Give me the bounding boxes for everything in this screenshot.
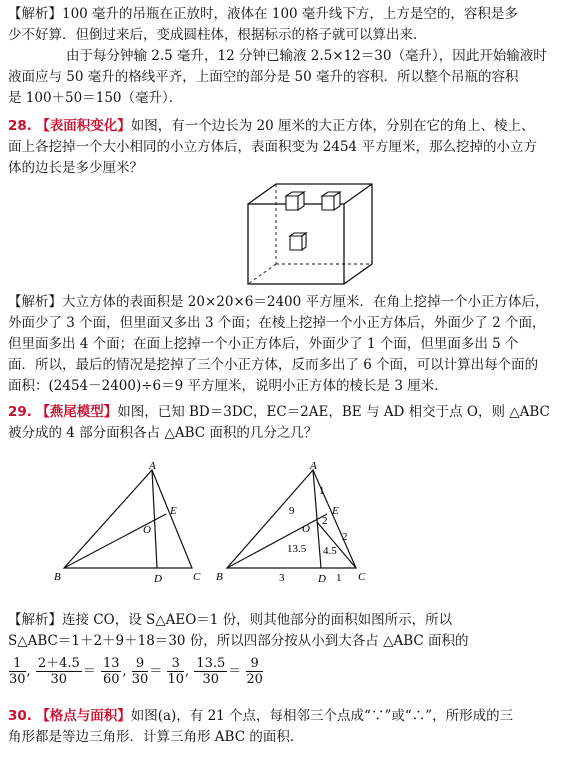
q28-tag: 【表面积变化】 [36,118,131,134]
area-9: 9 [289,505,295,517]
right-label-A: A [310,460,317,472]
q28-sol-4: 面．所以，最后的情况是挖掉了三个小正方体，反而多出了 6 个面，可以计算出每个面的 [8,357,539,373]
q30-question [8,706,578,748]
q28-line-3: 体的边长是多少厘米？ [8,160,143,176]
q27-line-2: 少不好算．但倒过来后，变成圆柱体，根据标示的格子就可以算出来． [8,27,427,43]
q28-number: 28. [8,118,32,134]
frac-6-num: 13.5 [196,656,226,671]
area-13-5: 13.5 [287,543,307,555]
left-label-D: D [154,573,162,585]
seg-3: 3 [279,572,285,584]
right-label-B: B [216,571,223,583]
seg-1: 1 [336,572,342,584]
frac-3-num: 13 [102,656,120,671]
left-label-E: E [170,505,177,517]
right-label-E: E [332,505,339,517]
q27-line-1: 【解析】100 毫升的吊瓶在正放时，液体在 100 毫升线下方，上方是空的，容积是多 [8,6,518,22]
frac-sep-1: , [26,664,31,679]
q30-line-2: 角形都是等边三角形．计算三角形 ABC 的面积． [8,729,304,745]
left-label-O: O [143,524,151,536]
frac-4-den: 30 [131,672,149,687]
frac-7-den: 20 [246,672,263,687]
q29-sol-1: 【解析】连接 CO，设 S△AEO＝1 份，则其他部分的面积如图所示，所以 [8,612,453,628]
left-label-C: C [193,571,201,583]
frac-6-den: 30 [202,672,220,687]
triangle-figures [50,460,370,588]
q29-solution [8,610,578,652]
frac-1-num: 1 [9,656,26,672]
q28-question [8,116,578,179]
q28-sol-2: 外面少了 3 个面，但里面又多出 3 个面；在棱上挖掉一个小正方体后，外面少了 2 个面， [8,315,546,331]
cube-figure [240,180,380,288]
q29-number: 29. [8,404,32,420]
q28-sol-5: 面积：(2454－2400)÷6＝9 平方厘米，说明小正方体的棱长是 3 厘米． [8,378,448,394]
edge-notch [286,192,304,210]
q27-solution [8,4,578,109]
q28-sol-1: 【解析】大立方体的表面积是 20×20×6＝2400 平方厘米．在角上挖掉一个小正方体后， [8,294,549,310]
left-label-B: B [54,571,61,583]
area-4-5: 4.5 [323,545,337,557]
q29-fractions [8,656,264,687]
q27-line-4: 液面应与 50 毫升的格线平齐，上面空的部分是 50 毫升的容积．所以整个吊瓶的容积 [8,69,519,85]
frac-sep-6: ＝ [228,664,242,679]
left-triangle [64,470,192,568]
frac-4-num: 9 [132,656,149,672]
q28-solution [8,292,578,397]
q30-tag: 【格点与面积】 [36,708,131,724]
frac-3-den: 60 [102,672,120,687]
frac-sep-5: , [185,664,190,679]
frac-5-den: 10 [167,672,185,687]
right-label-D: D [318,573,326,585]
area-2: 2 [322,515,328,527]
q28-sol-3: 但里面多出 4 个面；在面上挖掉一个小正方体后，外面少了 1 个面，但里面多出 5 个 [8,336,519,352]
q29-line-2: 被分成的 4 部分面积各占 △ABC 面积的几分之几？ [8,425,318,441]
q28-line-2: 面上各挖掉一个大小相同的小立方体后，表面积变为 2454 平方厘米，那么挖掉的小立方 [8,139,537,155]
area-1: 1 [319,485,325,497]
frac-2-den: 30 [50,672,68,687]
q27-line-3: 由于每分钟输 2.5 毫升，12 分钟已输液 2.5×12＝30（毫升），因此开始输液时 [66,48,547,64]
q27-line-5: 是 100＋50＝150（毫升）． [8,90,183,106]
frac-5-num: 3 [167,656,184,672]
q28-line-1: 如图，有一个边长为 20 厘米的大正方体，分别在它的角上、棱上、 [130,118,535,134]
right-label-O: O [302,523,310,535]
frac-2-num: 2＋4.5 [37,656,80,671]
area-2b: 2 [342,531,348,543]
frac-7-num: 9 [246,656,263,672]
frac-sep-2: ＝ [82,664,96,679]
left-label-A: A [149,460,156,472]
q29-question [8,402,578,444]
right-label-C: C [358,571,366,583]
q30-number: 30. [8,708,32,724]
face-notch [290,233,306,250]
q29-tag: 【燕尾模型】 [36,404,118,420]
q29-sol-2: S△ABC＝1＋2＋9＋18＝30 份，所以四部分按从小到大各占 △ABC 面积的 [8,633,469,649]
q30-line-1: 如图(a)，有 21 个点，每相邻三个点成“∵”或“∴”，所形成的三 [130,708,514,724]
frac-sep-4: ＝ [149,664,163,679]
frac-1-den: 30 [9,672,26,687]
q29-line-1: 如图，已知 BD＝3DC，EC＝2AE，BE 与 AD 相交于点 O，则 △ABC [117,404,550,420]
frac-sep-3: , [122,664,127,679]
corner-notch [322,192,340,210]
